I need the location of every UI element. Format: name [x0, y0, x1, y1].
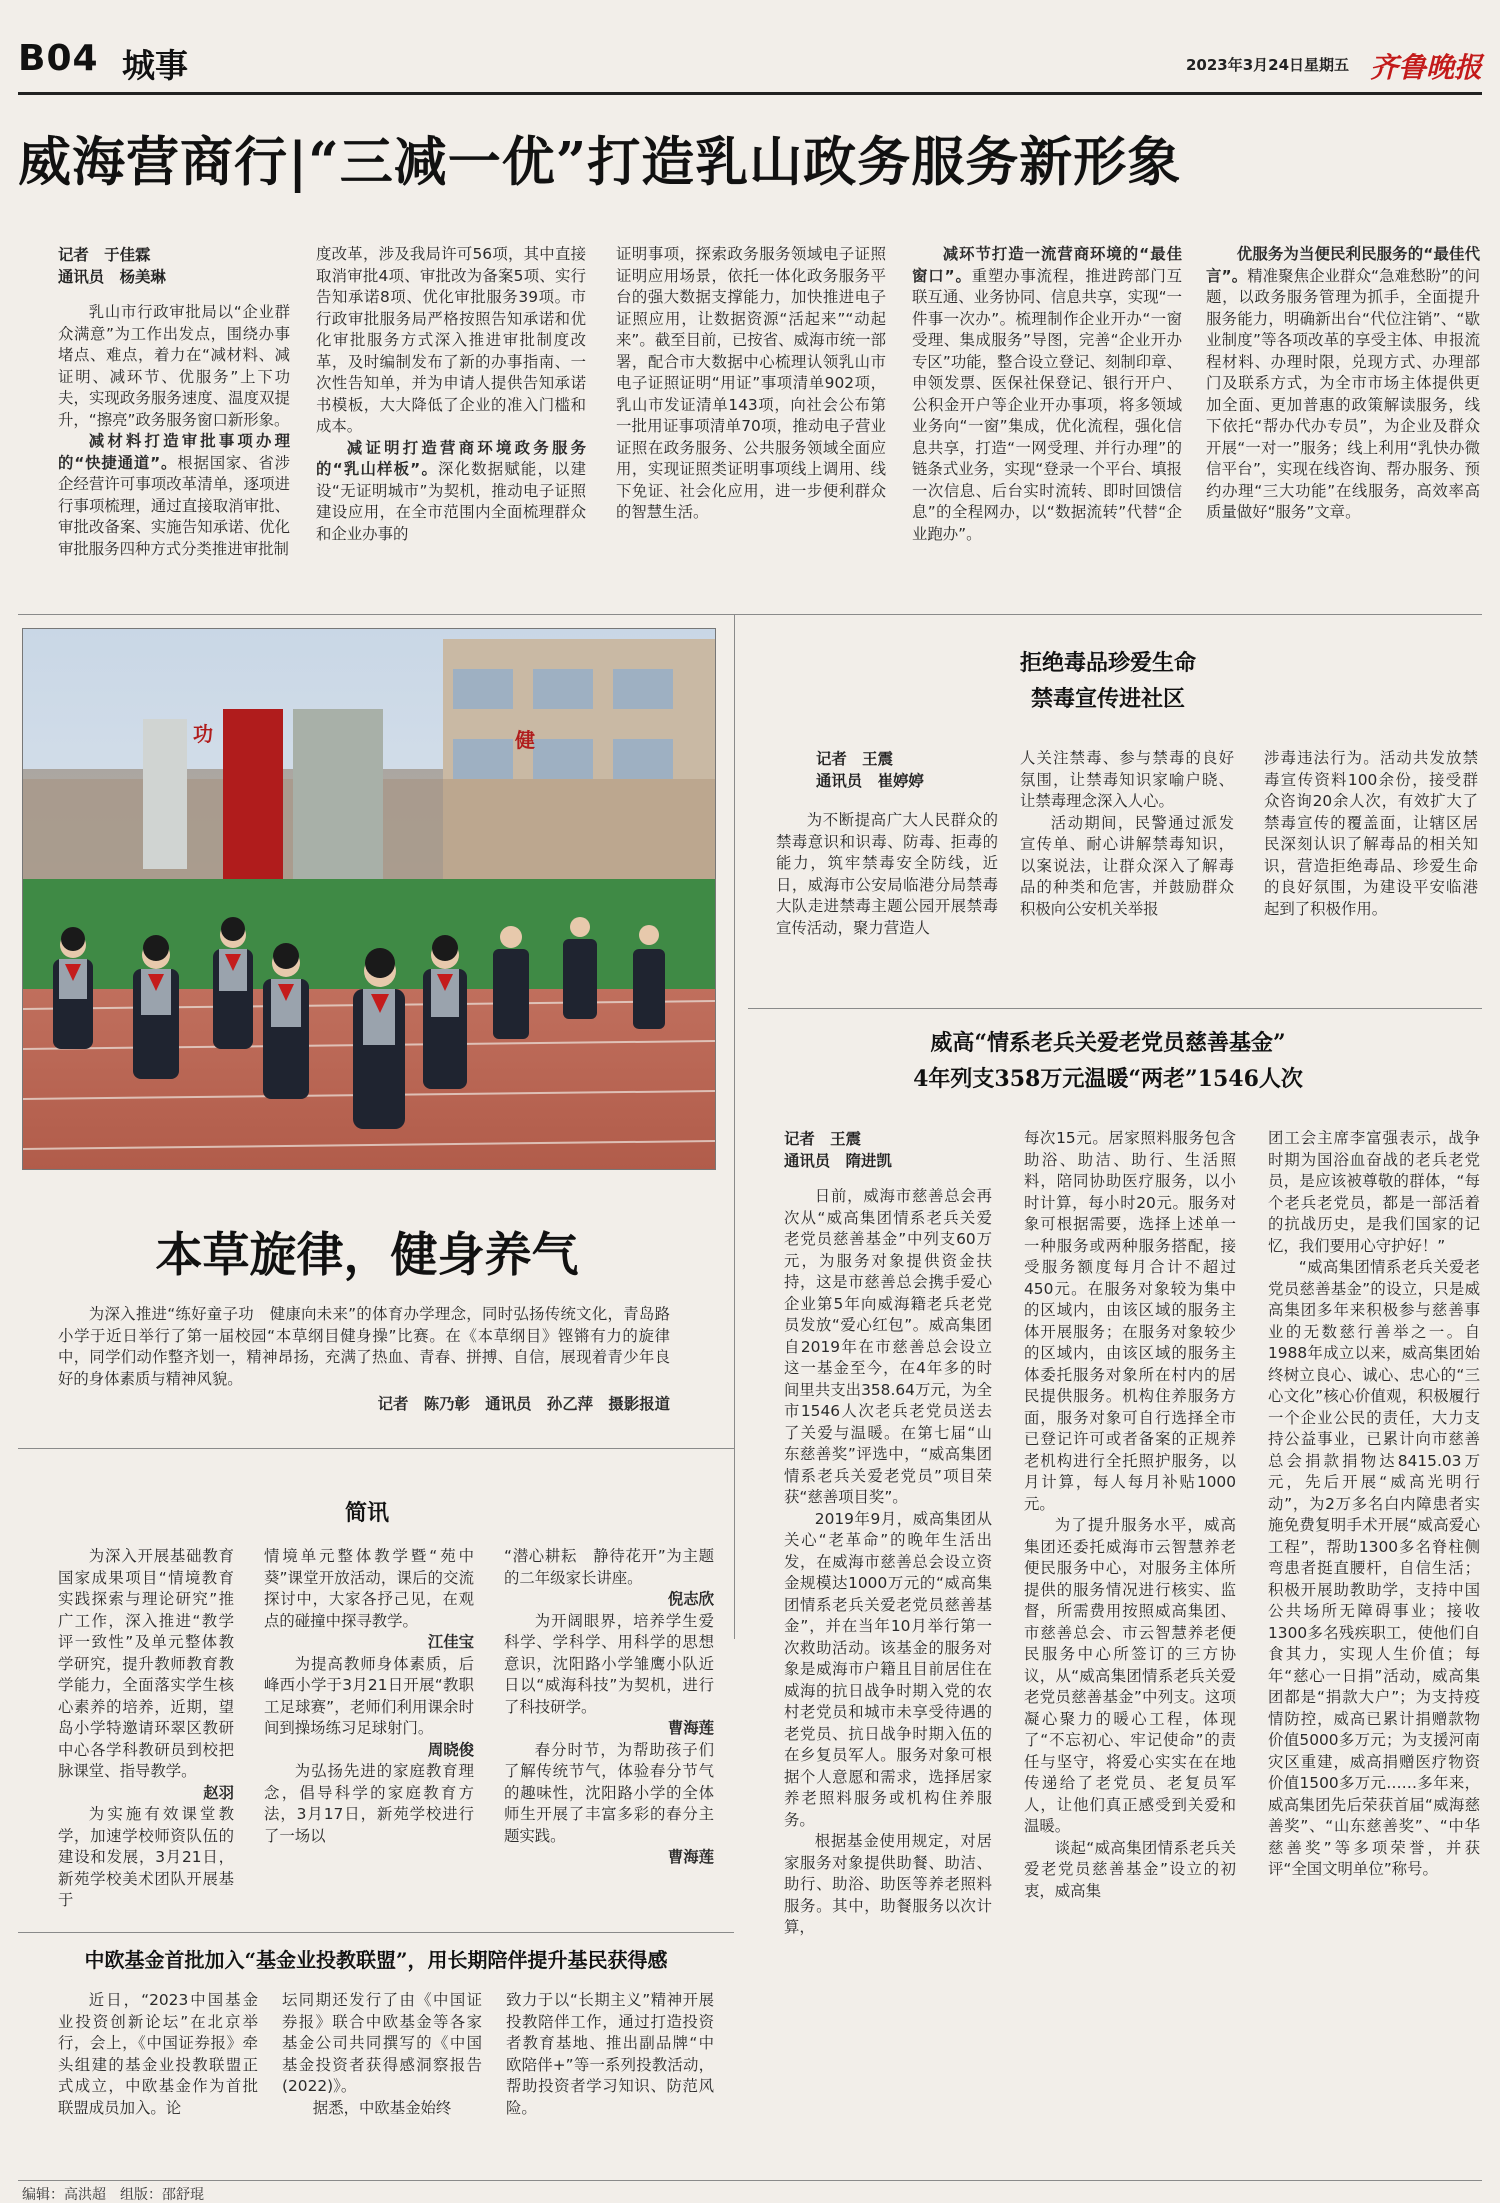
- veteran-column-2: 每次15元。居家照料服务包含助浴、助洁、助行、生活照料，陪同协助医疗服务，以小时计算，每小时20元。服务对象可根据需要，选择上述单一一种服务或两种服务搭配，接受服务额度每月合计不超过450元。在服务对象较为集中的区域内，由该区域的服务主体开展服务；在服务对象较少的区域内，由该区域的服务主体委托服务对象所在村内的居民提供服务。机构住养服务方面，服务对象可自行选择全市已登记许可或者备案的正规养老机构进行全托照护服务，以月计算，每人每月补贴1000元。 为了提升服务水平，威高集团还委托威海市云智慧养老便民服务中心，对服务主体所提供的服务情况进行核实、监督，所需费用按照威高集团、市慈善总会、市云智慧养老便民服务中心所签订的三方协议，从“威高集团情系老兵关爱老党员慈善基金”中列支。这项凝心聚力的暖心工程，体现了“不忘初心、牢记使命”的责任与坚守，将爱心实实在在地传递给了老党员、老复员军人，让他们真正感受到关爱和温暖。 谈起“威高集团情系老兵关爱老党员慈善基金”设立的初衷，威高集: [1024, 1129, 1236, 1900]
- fund-headline: 中欧基金首批加入“基金业投教联盟”，用长期陪伴提升基民获得感: [84, 1948, 668, 1972]
- banner-character-1: 功: [193, 722, 213, 746]
- brief-column-2: 情境单元整体教学暨“苑中葵”课堂开放活动，课后的交流探讨中，大家各抒己见，在观点的碰撞中探寻教学。 江佳宝 为提高教师身体素质，后峰西小学于3月21日开展“教职工足球赛”，老师们利用课余时间到操场练习足球射门。 周晓俊 为弘扬先进的家庭教育理念，倡导科学的家庭教育方法，3月17日，新苑学校进行了一场以: [264, 1547, 474, 1845]
- drug-column-1: 记者 王震 通讯员 崔婷婷 为不断提高广大人民群众的禁毒意识和识毒、防毒、拒毒的能力，筑牢禁毒安全防线，近日，威海市公安局临港分局禁毒大队走进禁毒主题公园开展禁毒宣传活动，聚力营造人: [776, 750, 998, 937]
- fitness-bottom-rule: [18, 1448, 734, 1449]
- students-exercise-photo: [23, 629, 716, 1170]
- brief-signature-1: 赵羽: [203, 1783, 234, 1802]
- fund-column-3: 致力于以“长期主义”精神开展投教陪伴工作，通过打造投资者教育基地、推出副品牌“中欧陪伴+”等一系列投教活动，帮助投资者学习知识、防范风险。: [506, 1991, 714, 2117]
- lead-column-4: 减环节打造一流营商环境的“最佳窗口”。重塑办事流程，推进跨部门互联互通、业务协同、信息共享，实现“一件事一次办”。梳理制作企业开办“一窗受理、集成服务”导图，完善“企业开办专区”功能，整合设立登记、刻制印章、申领发票、医保社保登记、银行开户、公积金开户等企业开办事项，将多领域业务向“一窗”集成，优化流程，强化信息共享，打造“一网受理、并行办理”的链条式业务，实现“登录一个平台、填报一次信息、后台实时流转、即时回馈信息”的全程网办，以“数据流转”代替“企业跑办”。: [912, 245, 1182, 543]
- fitness-photo: [22, 628, 716, 1170]
- drug-headline-1: 拒绝毒品珍爱生命: [1019, 650, 1196, 676]
- fitness-headline: 本草旋律，健身养气: [155, 1228, 579, 1283]
- brief-bottom-rule: [18, 1932, 734, 1933]
- fund-column-2: 坛同期还发行了由《中国证券报》联合中欧基金等各家基金公司共同撰写的《中国基金投资者获得感洞察报告(2022)》。 据悉，中欧基金始终: [282, 1991, 482, 2117]
- issue-date: 2023年3月24日: [1186, 56, 1305, 74]
- brief-heading: 简讯: [344, 1500, 389, 1526]
- brief-signature-6: 曹海莲: [667, 1848, 714, 1866]
- header-rule: [18, 92, 1482, 95]
- photo-right-rule: [734, 614, 735, 1639]
- veteran-headline-1: 威高“情系老兵关爱老党员慈善基金”: [930, 1030, 1286, 1056]
- newspaper-logo: 齐鲁晚报: [1370, 51, 1483, 84]
- fitness-body: 为深入推进“练好童子功 健康向未来”的体育办学理念，同时弘扬传统文化，青岛路小学于近日举行了第一届校园“本草纲目健身操”比赛。在《本草纲目》铿锵有力的旋律中，同学们动作整齐划一，精神昂扬，充满了热血、青春、拼搏、自信，展现着青少年良好的身体素质与精神风貌。 记者 陈乃彰 通讯员 孙乙萍 摄影报道: [58, 1304, 670, 1428]
- brief-column-3: “潜心耕耘 静待花开”为主题的二年级家长讲座。 倪志欣 为开阔眼界，培养学生爱科学、学科学、用科学的思想意识，沈阳路小学雏鹰小队近日以“威海科技”为契机，进行了科技研学。 曹海莲 春分时节，为帮助孩子们了解传统节气，体验春分节气的趣味性，沈阳路小学的全体师生开展了丰富多彩的春分主题实践。 曹海莲: [504, 1546, 714, 1922]
- lead-headline: 威海营商行|“三减一优”打造乳山政务服务新形象: [18, 131, 1182, 193]
- lead-column-5: 优服务为当便民利民服务的“最佳代言”。精准聚焦企业群众“急难愁盼”的问题，以政务服务管理为抓手，全面提升服务能力，明确新出台“代位注销”、“歇业制度”等各项改革的享受主体、申报流程材料、办理时限，兑现方式、办理部门及联系方式，为全市市场主体提供更加全面、更加普惠的政策解读服务，线下依托“帮办代办专员”，为企业及群众开展“一对一”服务；线上利用“乳快办微信平台”，实现在线咨询、帮办服务、预约办理“三大功能”在线服务，高效率高质量做好“服务”文章。: [1206, 245, 1480, 521]
- drug-byline: 记者 王震 通讯员 崔婷婷: [816, 750, 924, 790]
- fund-column-1: 近日，“2023中国基金业投资创新论坛”在北京举行，会上，《中国证券报》牵头组建的基金业投教联盟正式成立，中欧基金作为首批联盟成员加入。论: [58, 1991, 258, 2117]
- lead-subhead-1: 减材料打造审批事项办理的“快捷通道”。: [58, 432, 290, 472]
- veteran-byline: 记者 王震 通讯员 隋进凯: [784, 1130, 892, 1170]
- lead-bottom-rule: [18, 614, 1482, 615]
- lead-byline: 记者 于佳霖 通讯员 杨美琳: [58, 246, 166, 286]
- issue-weekday: 星期五: [1304, 56, 1350, 74]
- drug-column-2: 人关注禁毒、参与禁毒的良好氛围，让禁毒知识家喻户晓、让禁毒理念深入人心。 活动期间，民警通过派发宣传单、耐心讲解禁毒知识，以案说法，让群众深入了解毒品的种类和危害，并鼓励群众积极向公安机关举报: [1020, 749, 1234, 918]
- brief-signature-5: 曹海莲: [667, 1719, 714, 1737]
- lead-subhead-4: 优服务为当便民利民服务的“最佳代言”。: [1206, 245, 1480, 285]
- veteran-column-3: 团工会主席李富强表示，战争时期为国浴血奋战的老兵老党员，是应该被尊敬的群体，“每个老兵老党员，都是一部活着的抗战历史，是我们国家的记忆，我们要用心守护好！” “威高集团情系老兵关爱老党员慈善基金”的设立，只是威高集团多年来积极参与慈善事业的无数慈行善举之一。自1988年成立以来，威高集团始终树立良心、诚心、忠心的“三心文化”核心价值观，积极履行一个企业公民的责任，大力支持公益事业，已累计向市慈善总会捐款捐物达8415.03万元，先后开展“威高光明行动”，为2万多名白内障患者实施免费复明手术开展“威高爱心工程”，帮助1300多名脊柱侧弯患者挺直腰杆，自信生活；积极开展助教助学，支持中国公共场所无障碍事业；接收1300多名残疾职工，使他们自食其力，实现人生价值；每年“慈心一日捐”活动，威高集团都是“捐款大户”；为支持疫情防控，威高已累计捐赠款物价值5000多万元；为支援河南灾区重建，威高捐赠医疗物资价值1500多万元……多年来，威高集团先后荣获首届“威海慈善奖”、“山东慈善奖”、“中华慈善奖”等多项荣誉，并获评“全国文明单位”称号。: [1268, 1129, 1480, 1878]
- lead-column-1: 记者 于佳霖 通讯员 杨美琳 乳山市行政审批局以“企业群众满意”为工作出发点，围绕办事堵点、难点，着力在“减材料、减证明、减环节、优服务”上下功夫，实现政务服务速度、温度双提升，“擦亮”政务服务窗口新形象。 减材料打造审批事项办理的“快捷通道”。根据国家、省涉企经营许可事项改革清单，逐项进行事项梳理，通过直接取消审批、审批改备案、实施告知承诺、优化审批服务四种方式分类推进审批制: [58, 246, 290, 558]
- brief-column-1: 为深入开展基础教育国家成果项目“情境教育实践探索与理论研究”推广工作，深入推进“教学评一致性”及单元整体教学研究，提升教师教育教学能力，全面落实学生核心素养的培养，近期，望岛小学特邀请环翠区教研中心各学科教研员到校把脉课堂、指导教学。 赵羽 为实施有效课堂教学，加速学校师资队伍的建设和发展，3月21日，新苑学校美术团队开展基于: [58, 1547, 234, 1909]
- page-header: [18, 28, 1482, 88]
- brief-signature-4: 倪志欣: [667, 1590, 714, 1608]
- brief-signature-2: 江佳宝: [427, 1633, 474, 1651]
- brief-signature-3: 周晓俊: [427, 1740, 474, 1759]
- veteran-column-1: 记者 王震 通讯员 隋进凯 日前，威海市慈善总会再次从“威高集团情系老兵关爱老党员慈善基金”中列支60万元，为服务对象提供资金扶持，这是市慈善总会携手爱心企业第5年向威海籍老兵老党员发放“爱心红包”。威高集团自2019年在市慈善总会设立这一基金至今，在4年多的时间里共支出358.64万元，为全市1546人次老兵老党员送去了关爱与温暖。在第七届“山东慈善奖”评选中，“威高集团情系老兵关爱老党员”项目荣获“慈善项目奖”。 2019年9月，威高集团从关心“老革命”的晚年生活出发，在威海市慈善总会设立资金规模达1000万元的“威高集团情系老兵关爱老党员慈善基金”，并在当年10月举行第一次救助活动。该基金的服务对象是威海市户籍且目前居住在威海的抗日战争时期入党的农村老党员和城市未享受待遇的老党员、抗日战争时期入伍的在乡复员军人。服务对象可根据个人意愿和需求，选择居家养老照料服务或机构住养服务。 根据基金使用规定，对居家服务对象提供助餐、助洁、助行、助浴、助医等养老照料服务。其中，助餐服务以次计算，: [784, 1130, 992, 1936]
- fitness-credit: 记者 陈乃彰 通讯员 孙乙萍 摄影报道: [377, 1395, 670, 1413]
- lead-subhead-2: 减证明打造营商环境政务服务的“乳山样板”。: [316, 438, 586, 478]
- drug-headline-2: 禁毒宣传进社区: [1030, 686, 1185, 712]
- lead-column-2: 度改革，涉及我局许可56项，其中直接取消审批4项、审批改为备案5项、实行告知承诺8项、优化审批服务39项。市行政审批服务局严格按照告知承诺和优化审批服务方式深入推进审批制度改革，及时编制发布了新的办事指南、一次性告知单，并为申请人提供告知承诺书模板，大大降低了企业的准入门槛和成本。 减证明打造营商环境政务服务的“乳山样板”。深化数据赋能，以建设“无证明城市”为契机，推动电子证照建设应用，在全市范围内全面梳理群众和企业办事的: [316, 245, 586, 543]
- footer-rule: [18, 2180, 1482, 2181]
- drug-column-3: 涉毒违法行为。活动共发放禁毒宣传资料100余份，接受群众咨询20余人次，有效扩大了禁毒宣传的覆盖面，让辖区居民深刻认识了解毒品的相关知识，营造拒绝毒品、珍爱生命的良好氛围，为建设平安临港起到了积极作用。: [1264, 749, 1478, 918]
- page-number: B04: [18, 38, 99, 79]
- drug-bottom-rule: [748, 1008, 1482, 1009]
- section-name: 城事: [122, 46, 188, 85]
- footer-credits: 编辑：高洪超 组版：邵舒琨: [22, 2187, 204, 2203]
- banner-character-2: 健: [515, 728, 535, 752]
- lead-subhead-3: 减环节打造一流营商环境的“最佳窗口”。: [912, 245, 1182, 285]
- lead-column-3: 证明事项，探索政务服务领域电子证照证明应用场景，依托一体化政务服务平台的强大数据支撑能力，加快推进电子证照应用，让数据资源“活起来”“动起来”。截至目前，已按省、威海市统一部署，配合市大数据中心梳理认领乳山市电子证照证明“用证”事项清单902项，乳山市发证清单143项，向社会公布第一批用证事项清单70项，推动电子营业证照在政务服务、公共服务领域全面应用，实现证照类证明事项线上调用、线下免证、社会化应用，进一步便利群众的智慧生活。: [616, 245, 886, 521]
- veteran-headline-2: 4年列支358万元温暖“两老”1546人次: [913, 1066, 1303, 1092]
